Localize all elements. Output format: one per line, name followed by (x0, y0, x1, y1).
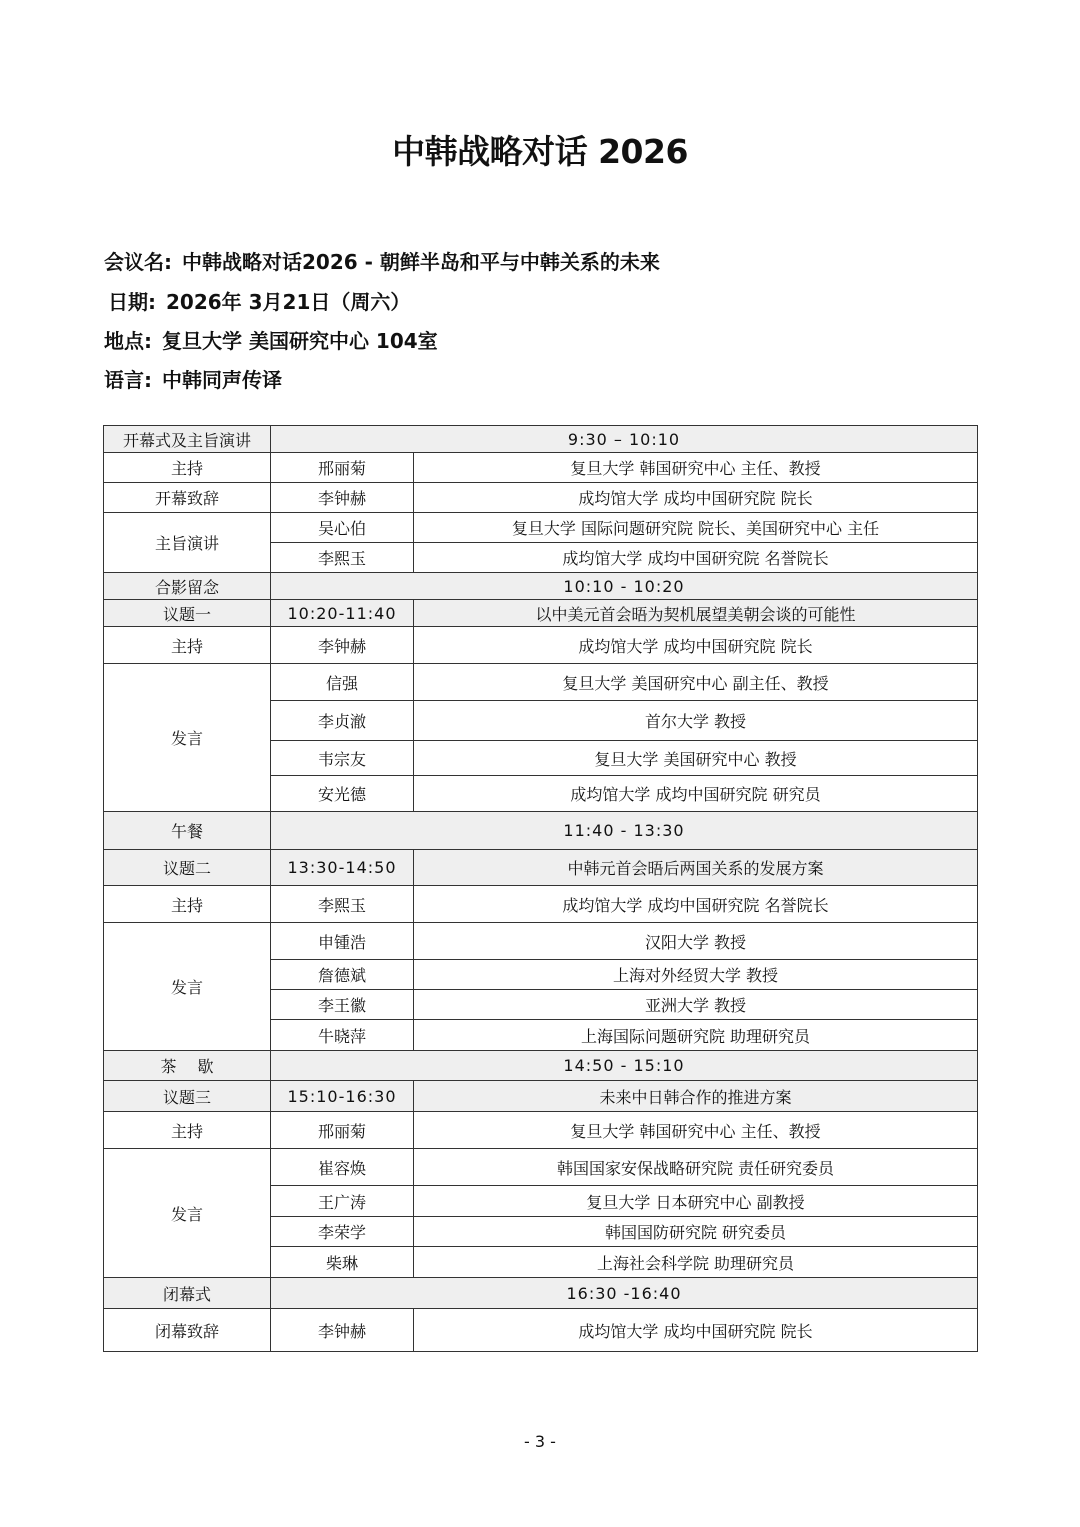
affiliation-cell: 上海国际问题研究院 助理研究员 (414, 1020, 978, 1051)
section-time: 13:30-14:50 (271, 850, 414, 886)
role-cell: 闭幕致辞 (104, 1309, 271, 1352)
name-cell: 牛晓萍 (271, 1020, 414, 1051)
language-line (104, 364, 282, 393)
date-value: 2026年 3月21日（周六） (166, 290, 411, 314)
role-cell: 主旨演讲 (104, 513, 271, 573)
affiliation-cell: 成均馆大学 成均中国研究院 院长 (414, 627, 978, 664)
affiliation-cell: 复旦大学 美国研究中心 副主任、教授 (414, 664, 978, 701)
location-label: 地点: (104, 329, 152, 353)
affiliation-cell: 复旦大学 日本研究中心 副教授 (414, 1186, 978, 1217)
table-row (104, 1081, 978, 1112)
table-row (104, 886, 978, 923)
agenda-table (103, 425, 978, 1352)
name-cell: 李熙玉 (271, 886, 414, 923)
name-cell: 崔容焕 (271, 1149, 414, 1186)
table-row (104, 483, 978, 513)
language-value: 中韩同声传译 (162, 368, 282, 392)
name-cell: 柴琳 (271, 1247, 414, 1278)
name-cell: 李荣学 (271, 1217, 414, 1247)
role-cell: 主持 (104, 1112, 271, 1149)
name-cell: 邢丽菊 (271, 453, 414, 483)
table-row (104, 1112, 978, 1149)
affiliation-cell: 复旦大学 国际问题研究院 院长、美国研究中心 主任 (414, 513, 978, 543)
role-cell: 发言 (104, 923, 271, 1051)
role-cell: 发言 (104, 1149, 271, 1278)
role-cell: 主持 (104, 453, 271, 483)
affiliation-cell: 汉阳大学 教授 (414, 923, 978, 960)
name-cell: 李贞澈 (271, 701, 414, 741)
location-line (104, 325, 438, 354)
section-time: 10:20-11:40 (271, 600, 414, 627)
section-time: 9:30 – 10:10 (271, 426, 978, 453)
date-label: 日期: (108, 290, 156, 314)
section-label: 闭幕式 (104, 1278, 271, 1309)
language-label: 语言: (104, 368, 152, 392)
page-number: - 3 - (524, 1432, 556, 1451)
table-row (104, 664, 978, 701)
section-time: 11:40 - 13:30 (271, 812, 978, 850)
affiliation-cell: 成均馆大学 成均中国研究院 院长 (414, 1309, 978, 1352)
meeting-name-value: 中韩战略对话2026 - 朝鲜半岛和平与中韩关系的未来 (182, 250, 660, 274)
affiliation-cell: 复旦大学 韩国研究中心 主任、教授 (414, 453, 978, 483)
name-cell: 李钟赫 (271, 483, 414, 513)
section-time: 16:30 -16:40 (271, 1278, 978, 1309)
meeting-name-line (104, 246, 660, 275)
session-topic: 以中美元首会晤为契机展望美朝会谈的可能性 (414, 600, 978, 627)
name-cell: 安光德 (271, 776, 414, 812)
date-line (108, 286, 410, 315)
name-cell: 邢丽菊 (271, 1112, 414, 1149)
table-row (104, 923, 978, 960)
name-cell: 詹德斌 (271, 960, 414, 990)
affiliation-cell: 上海社会科学院 助理研究员 (414, 1247, 978, 1278)
table-row (104, 600, 978, 627)
session-topic: 未来中日韩合作的推进方案 (414, 1081, 978, 1112)
affiliation-cell: 上海对外经贸大学 教授 (414, 960, 978, 990)
location-value: 复旦大学 美国研究中心 104室 (162, 329, 438, 353)
affiliation-cell: 复旦大学 韩国研究中心 主任、教授 (414, 1112, 978, 1149)
role-cell: 主持 (104, 627, 271, 664)
role-cell: 开幕致辞 (104, 483, 271, 513)
section-label: 开幕式及主旨演讲 (104, 426, 271, 453)
name-cell: 李王徽 (271, 990, 414, 1020)
table-row (104, 453, 978, 483)
affiliation-cell: 韩国国防研究院 研究委员 (414, 1217, 978, 1247)
affiliation-cell: 成均馆大学 成均中国研究院 名誉院长 (414, 543, 978, 573)
affiliation-cell: 成均馆大学 成均中国研究院 名誉院长 (414, 886, 978, 923)
name-cell: 李钟赫 (271, 627, 414, 664)
section-time: 10:10 - 10:20 (271, 573, 978, 600)
role-cell: 发言 (104, 664, 271, 812)
section-label: 午餐 (104, 812, 271, 850)
role-cell: 主持 (104, 886, 271, 923)
section-time: 14:50 - 15:10 (271, 1051, 978, 1081)
name-cell: 申锺浩 (271, 923, 414, 960)
affiliation-cell: 首尔大学 教授 (414, 701, 978, 741)
table-row (104, 1051, 978, 1081)
affiliation-cell: 亚洲大学 教授 (414, 990, 978, 1020)
section-label: 茶 歇 (104, 1051, 271, 1081)
affiliation-cell: 成均馆大学 成均中国研究院 院长 (414, 483, 978, 513)
table-row (104, 812, 978, 850)
name-cell: 韦宗友 (271, 741, 414, 776)
meeting-name-label: 会议名: (104, 250, 172, 274)
affiliation-cell: 复旦大学 美国研究中心 教授 (414, 741, 978, 776)
name-cell: 信强 (271, 664, 414, 701)
section-label: 合影留念 (104, 573, 271, 600)
section-label: 议题三 (104, 1081, 271, 1112)
name-cell: 李钟赫 (271, 1309, 414, 1352)
table-row (104, 1309, 978, 1352)
name-cell: 王广涛 (271, 1186, 414, 1217)
table-row (104, 513, 978, 543)
session-topic: 中韩元首会晤后两国关系的发展方案 (414, 850, 978, 886)
affiliation-cell: 韩国国家安保战略研究院 责任研究委员 (414, 1149, 978, 1186)
table-row (104, 426, 978, 453)
table-row (104, 850, 978, 886)
document-title: 中韩战略对话 2026 (392, 132, 688, 171)
section-label: 议题一 (104, 600, 271, 627)
name-cell: 李熙玉 (271, 543, 414, 573)
table-row (104, 627, 978, 664)
section-time: 15:10-16:30 (271, 1081, 414, 1112)
section-label: 议题二 (104, 850, 271, 886)
name-cell: 吴心伯 (271, 513, 414, 543)
table-row (104, 1278, 978, 1309)
table-row (104, 573, 978, 600)
table-row (104, 1149, 978, 1186)
affiliation-cell: 成均馆大学 成均中国研究院 研究员 (414, 776, 978, 812)
